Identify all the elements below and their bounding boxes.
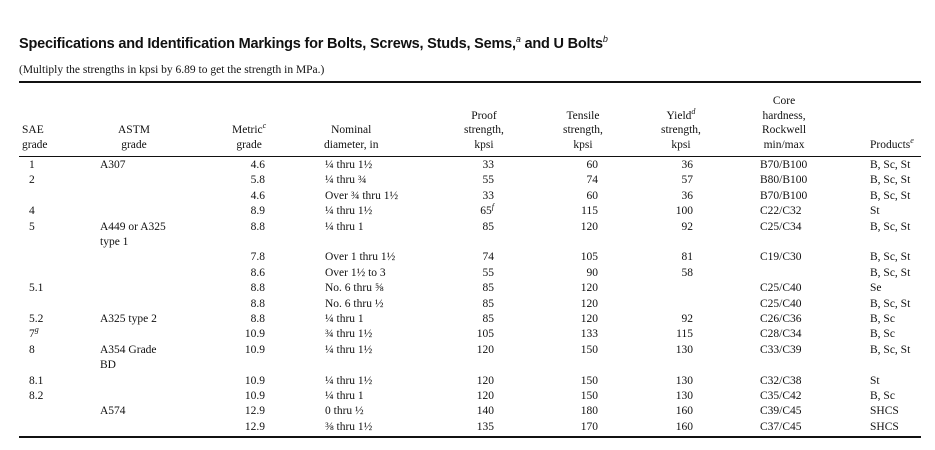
diameter-cell-text: Over 1½ to 3 — [325, 266, 386, 279]
core-hardness-cell — [760, 374, 802, 389]
tensile-cell — [560, 204, 598, 219]
tensile-cell — [560, 327, 598, 342]
diameter-cell — [325, 266, 386, 281]
yield-cell — [655, 374, 693, 389]
sae-cell — [29, 281, 43, 296]
metric-cell — [225, 420, 265, 435]
products-cell — [870, 374, 880, 389]
metric-cell — [225, 312, 265, 327]
proof-cell-footnote: f — [491, 202, 494, 212]
sae-cell-text: 8.2 — [29, 389, 44, 402]
header-metric-rest: grade — [236, 138, 262, 151]
products-cell-text: B, Sc — [870, 389, 895, 402]
core-hardness-cell — [760, 250, 802, 265]
astm-cell — [100, 312, 157, 327]
products-cell — [870, 404, 899, 419]
products-cell — [870, 297, 910, 312]
proof-cell — [456, 204, 494, 219]
yield-cell-text: 81 — [681, 251, 693, 264]
tensile-cell-text: 150 — [580, 343, 598, 356]
table-row — [0, 266, 935, 281]
sae-cell — [29, 389, 43, 404]
yield-cell-text: 130 — [675, 374, 693, 387]
yield-cell — [655, 420, 693, 435]
yield-cell — [655, 189, 693, 204]
metric-cell-text: 12.9 — [244, 405, 265, 418]
header-metric-footnote: c — [262, 121, 267, 131]
metric-cell — [225, 297, 265, 312]
core-hardness-cell — [760, 404, 802, 419]
diameter-cell-text: ¼ thru ¾ — [325, 174, 367, 187]
tensile-cell-text: 60 — [586, 159, 598, 171]
proof-cell-text: 140 — [476, 405, 494, 418]
tensile-cell-text: 150 — [580, 389, 598, 402]
metric-cell-text: 10.9 — [244, 374, 265, 387]
proof-cell-text: 85 — [482, 297, 494, 310]
products-cell-text: B, Sc, St — [870, 159, 911, 171]
products-cell-text: B, Sc, St — [870, 343, 911, 356]
proof-cell — [456, 389, 494, 404]
proof-cell — [456, 404, 494, 419]
tensile-cell-text: 120 — [580, 282, 598, 295]
core-hardness-cell — [760, 281, 802, 296]
astm-cell — [100, 404, 126, 419]
top-rule — [19, 81, 921, 83]
proof-cell-text: 120 — [476, 343, 494, 356]
metric-cell — [225, 266, 265, 281]
table-row — [0, 312, 935, 327]
sae-cell — [29, 374, 43, 389]
products-cell-text: St — [870, 374, 880, 387]
proof-cell — [456, 158, 494, 173]
table-row — [0, 204, 935, 219]
proof-cell-text: 74 — [482, 251, 494, 264]
products-cell — [870, 343, 910, 358]
tensile-cell — [560, 343, 598, 358]
proof-cell-text: 105 — [476, 328, 494, 341]
diameter-cell-text: No. 6 thru ⅝ — [325, 282, 384, 295]
proof-cell — [456, 220, 494, 235]
metric-cell-text: 8.8 — [250, 312, 265, 325]
metric-cell-text: 8.8 — [250, 282, 265, 295]
proof-cell — [456, 374, 494, 389]
sae-cell — [29, 343, 35, 358]
diameter-cell — [325, 327, 372, 342]
proof-cell — [456, 266, 494, 281]
core-hardness-cell — [760, 173, 807, 188]
yield-cell-text: 92 — [681, 312, 693, 325]
products-cell — [870, 173, 910, 188]
proof-cell — [456, 420, 494, 435]
metric-cell — [225, 374, 265, 389]
metric-cell-text: 8.6 — [250, 266, 265, 279]
tensile-cell-text: 115 — [581, 205, 598, 218]
products-cell — [870, 312, 895, 327]
diameter-cell-text: ¼ thru 1 — [325, 389, 364, 402]
header-yield-label: Yield — [666, 109, 692, 122]
diameter-cell-text: ¼ thru 1½ — [325, 374, 373, 387]
proof-cell-text: 55 — [482, 174, 494, 187]
tensile-cell — [560, 220, 598, 235]
header-tensile-strength: Tensile strength, kpsi — [563, 109, 603, 151]
diameter-cell — [325, 281, 383, 296]
metric-cell — [225, 343, 265, 358]
header-yield-footnote: d — [691, 106, 696, 116]
metric-cell — [225, 327, 265, 342]
yield-cell-text: 57 — [681, 174, 693, 187]
header-proof-strength: Proof strength, kpsi — [464, 109, 504, 151]
products-cell — [870, 420, 899, 435]
products-cell-text: B, Sc — [870, 312, 895, 325]
header-astm-grade: ASTM grade — [118, 124, 150, 151]
diameter-cell — [325, 204, 372, 219]
table-row — [0, 420, 935, 435]
tensile-cell — [560, 374, 598, 389]
tensile-cell-text: 60 — [586, 189, 598, 202]
products-cell — [870, 220, 910, 235]
tensile-cell-text: 120 — [580, 220, 598, 233]
tensile-cell — [560, 297, 598, 312]
core-hardness-cell — [760, 158, 807, 173]
core-hardness-cell — [760, 297, 802, 312]
diameter-cell-text: 0 thru ½ — [325, 405, 364, 418]
yield-cell — [655, 312, 693, 327]
yield-cell-text: 160 — [675, 420, 693, 433]
metric-cell-text: 4.6 — [250, 159, 265, 171]
core-hardness-cell-text: C32/C38 — [760, 374, 802, 387]
core-hardness-cell-text: C19/C30 — [760, 251, 802, 264]
sae-cell-text: 4 — [29, 205, 35, 218]
tensile-cell-text: 90 — [586, 266, 598, 279]
diameter-cell — [325, 220, 364, 235]
title-footnote-b: b — [602, 34, 608, 45]
header-yield-rest: strength, kpsi — [661, 124, 701, 151]
metric-cell — [225, 189, 265, 204]
diameter-cell — [325, 158, 372, 173]
table-body — [0, 158, 935, 435]
core-hardness-cell-text: C26/C36 — [760, 312, 802, 325]
proof-cell-text: 120 — [476, 389, 494, 402]
yield-cell-text: 100 — [675, 205, 693, 218]
tensile-cell — [560, 404, 598, 419]
yield-cell — [655, 250, 693, 265]
products-cell — [870, 266, 910, 281]
metric-cell — [225, 220, 265, 235]
diameter-cell-text: ¼ thru 1½ — [325, 159, 373, 171]
core-hardness-cell-text: B70/B100 — [760, 159, 808, 171]
astm-cell-text: A449 or A325 type 1 — [100, 220, 166, 248]
header-rule — [19, 156, 921, 157]
yield-cell — [655, 158, 693, 173]
table-row — [0, 158, 935, 173]
yield-cell — [655, 204, 693, 219]
table-row — [0, 250, 935, 265]
proof-cell-text: 85 — [482, 220, 494, 233]
diameter-cell-text: ¼ thru 1 — [325, 220, 364, 233]
table-row — [0, 281, 935, 296]
yield-cell-text: 36 — [681, 159, 693, 171]
products-cell-text: B, Sc, St — [870, 220, 911, 233]
proof-cell — [456, 343, 494, 358]
header-yield-strength — [661, 88, 701, 152]
products-cell — [870, 281, 882, 296]
diameter-cell — [325, 343, 372, 358]
proof-cell-text: 33 — [482, 189, 494, 202]
proof-cell-text: 120 — [476, 374, 494, 387]
metric-cell-text: 10.9 — [244, 389, 265, 402]
title-footnote-a: a — [515, 34, 521, 45]
diameter-cell — [325, 312, 364, 327]
proof-cell — [456, 297, 494, 312]
table-row — [0, 374, 935, 389]
products-cell-text: B, Sc, St — [870, 266, 911, 279]
products-cell-text: B, Sc, St — [870, 189, 911, 202]
tensile-cell — [560, 389, 598, 404]
core-hardness-cell-text: C37/C45 — [760, 420, 802, 433]
core-hardness-cell-text: C25/C34 — [760, 220, 802, 233]
diameter-cell-text: ¼ thru 1½ — [325, 343, 373, 356]
products-cell — [870, 389, 895, 404]
table-title — [19, 36, 608, 52]
diameter-cell — [325, 189, 398, 204]
core-hardness-cell-text: C39/C45 — [760, 405, 802, 418]
yield-cell-text: 36 — [681, 189, 693, 202]
diameter-cell — [325, 173, 367, 188]
astm-cell — [100, 158, 126, 173]
header-products-footnote: e — [910, 135, 914, 145]
core-hardness-cell — [760, 327, 802, 342]
table-row — [0, 189, 935, 204]
tensile-cell — [560, 173, 598, 188]
core-hardness-cell-text: B80/B100 — [760, 174, 808, 187]
metric-cell-text: 8.8 — [250, 220, 265, 233]
header-nominal-diameter: Nominal diameter, in — [324, 124, 379, 151]
header-sae-grade: SAE grade — [22, 124, 48, 151]
tensile-cell-text: 170 — [580, 420, 598, 433]
tensile-cell-text: 74 — [586, 174, 598, 187]
products-cell-text: B, Sc — [870, 328, 895, 341]
astm-cell — [100, 220, 166, 251]
diameter-cell — [325, 420, 372, 435]
diameter-cell-text: ¼ thru 1½ — [325, 205, 373, 218]
diameter-cell — [325, 404, 364, 419]
proof-cell — [456, 327, 494, 342]
core-hardness-cell-text: C33/C39 — [760, 343, 802, 356]
products-cell — [870, 158, 910, 173]
metric-cell — [225, 281, 265, 296]
tensile-cell — [560, 312, 598, 327]
tensile-cell — [560, 250, 598, 265]
core-hardness-cell-text: C35/C42 — [760, 389, 802, 402]
bottom-rule — [19, 436, 921, 438]
tensile-cell-text: 120 — [580, 297, 598, 310]
yield-cell-text: 58 — [681, 266, 693, 279]
sae-cell-text: 8.1 — [29, 374, 44, 387]
header-products-label: Products — [870, 138, 911, 151]
proof-cell-text: 85 — [482, 282, 494, 295]
diameter-cell-text: ⅜ thru 1½ — [325, 420, 373, 433]
sae-cell-text: 7 — [29, 328, 35, 341]
sae-cell-text: 5 — [29, 220, 35, 233]
metric-cell-text: 8.9 — [250, 205, 265, 218]
products-cell — [870, 250, 910, 265]
proof-cell — [456, 312, 494, 327]
units-note: (Multiply the strengths in kpsi by 6.89 to get the strength in MPa.) — [19, 64, 325, 76]
core-hardness-cell-text: C22/C32 — [760, 205, 802, 218]
products-cell-text: St — [870, 205, 880, 218]
sae-cell-footnote: g — [34, 325, 39, 335]
metric-cell-text: 8.8 — [250, 297, 265, 310]
metric-cell — [225, 173, 265, 188]
table-row — [0, 327, 935, 342]
sae-cell-text: 5.2 — [29, 312, 44, 325]
sae-cell — [29, 327, 39, 342]
metric-cell — [225, 250, 265, 265]
proof-cell — [456, 173, 494, 188]
tensile-cell — [560, 189, 598, 204]
header-core-hardness: Core hardness, Rockwell min/max — [762, 95, 807, 151]
tensile-cell-text: 120 — [580, 312, 598, 325]
proof-cell — [456, 250, 494, 265]
core-hardness-cell-text: B70/B100 — [760, 189, 808, 202]
proof-cell-text: 85 — [482, 312, 494, 325]
metric-cell-text: 7.8 — [250, 251, 265, 264]
astm-cell-text: A307 — [100, 159, 126, 171]
table-row — [0, 173, 935, 188]
products-cell — [870, 189, 910, 204]
astm-cell-text: A574 — [100, 405, 126, 418]
sae-cell-text: 2 — [29, 174, 35, 187]
metric-cell-text: 10.9 — [244, 343, 265, 356]
table-row — [0, 220, 935, 251]
sae-cell — [29, 173, 35, 188]
products-cell — [870, 204, 880, 219]
sae-cell-text: 1 — [29, 159, 35, 171]
metric-cell-text: 4.6 — [250, 189, 265, 202]
core-hardness-cell — [760, 220, 802, 235]
proof-cell — [456, 189, 494, 204]
core-hardness-cell — [760, 189, 807, 204]
yield-cell-text: 130 — [675, 389, 693, 402]
header-metric-grade — [232, 88, 266, 152]
table-row — [0, 343, 935, 374]
tensile-cell-text: 150 — [580, 374, 598, 387]
tensile-cell — [560, 158, 598, 173]
header-products — [870, 88, 914, 152]
products-cell-text: Se — [870, 282, 882, 295]
yield-cell-text: 115 — [676, 328, 693, 341]
astm-cell-text: A354 Grade BD — [100, 343, 157, 372]
yield-cell — [655, 266, 693, 281]
core-hardness-cell-text: C25/C40 — [760, 282, 802, 295]
sae-cell-text: 5.1 — [29, 282, 44, 295]
tensile-cell-text: 133 — [580, 328, 598, 341]
yield-cell — [655, 389, 693, 404]
products-cell-text: B, Sc, St — [870, 174, 911, 187]
yield-cell — [655, 220, 693, 235]
products-cell-text: B, Sc, St — [870, 297, 911, 310]
metric-cell — [225, 204, 265, 219]
proof-cell-text: 65 — [480, 205, 492, 218]
table-row — [0, 389, 935, 404]
tensile-cell — [560, 420, 598, 435]
yield-cell-text: 92 — [681, 220, 693, 233]
tensile-cell-text: 180 — [580, 405, 598, 418]
metric-cell-text: 5.8 — [250, 174, 265, 187]
astm-cell-text: A325 type 2 — [100, 312, 157, 325]
title-text-end: and U Bolts — [520, 36, 603, 52]
yield-cell — [655, 404, 693, 419]
yield-cell-text: 160 — [675, 405, 693, 418]
diameter-cell — [325, 389, 364, 404]
table-row — [0, 297, 935, 312]
sae-cell — [29, 204, 35, 219]
tensile-cell-text: 105 — [580, 251, 598, 264]
core-hardness-cell-text: C25/C40 — [760, 297, 802, 310]
products-cell-text: SHCS — [870, 405, 899, 418]
metric-cell-text: 10.9 — [244, 328, 265, 341]
core-hardness-cell — [760, 312, 802, 327]
yield-cell — [655, 173, 693, 188]
diameter-cell — [325, 297, 383, 312]
diameter-cell — [325, 250, 395, 265]
diameter-cell-text: ¼ thru 1 — [325, 312, 364, 325]
core-hardness-cell — [760, 204, 802, 219]
sae-cell — [29, 158, 35, 173]
table-row — [0, 404, 935, 419]
diameter-cell-text: ¾ thru 1½ — [325, 328, 373, 341]
proof-cell-text: 55 — [482, 266, 494, 279]
diameter-cell-text: No. 6 thru ½ — [325, 297, 384, 310]
astm-cell — [100, 343, 157, 374]
tensile-cell — [560, 266, 598, 281]
header-metric-label: Metric — [232, 124, 263, 136]
products-cell-text: B, Sc, St — [870, 251, 911, 264]
core-hardness-cell — [760, 420, 802, 435]
diameter-cell-text: Over 1 thru 1½ — [325, 251, 396, 264]
faded-overlapped-line — [19, 54, 389, 62]
metric-cell-text: 12.9 — [244, 420, 265, 433]
yield-cell — [655, 343, 693, 358]
core-hardness-cell-text: C28/C34 — [760, 328, 802, 341]
diameter-cell — [325, 374, 372, 389]
metric-cell — [225, 389, 265, 404]
sae-cell-text: 8 — [29, 343, 35, 356]
products-cell — [870, 327, 895, 342]
products-cell-text: SHCS — [870, 420, 899, 433]
proof-cell-text: 33 — [482, 159, 494, 171]
metric-cell — [225, 404, 265, 419]
core-hardness-cell — [760, 389, 802, 404]
sae-cell — [29, 220, 35, 235]
proof-cell — [456, 281, 494, 296]
yield-cell — [655, 327, 693, 342]
diameter-cell-text: Over ¾ thru 1½ — [325, 189, 399, 202]
metric-cell — [225, 158, 265, 173]
tensile-cell — [560, 281, 598, 296]
proof-cell-text: 135 — [476, 420, 494, 433]
core-hardness-cell — [760, 343, 802, 358]
yield-cell-text: 130 — [675, 343, 693, 356]
title-text: Specifications and Identification Markings for Bolts, Screws, Studs, Sems, — [19, 36, 516, 52]
